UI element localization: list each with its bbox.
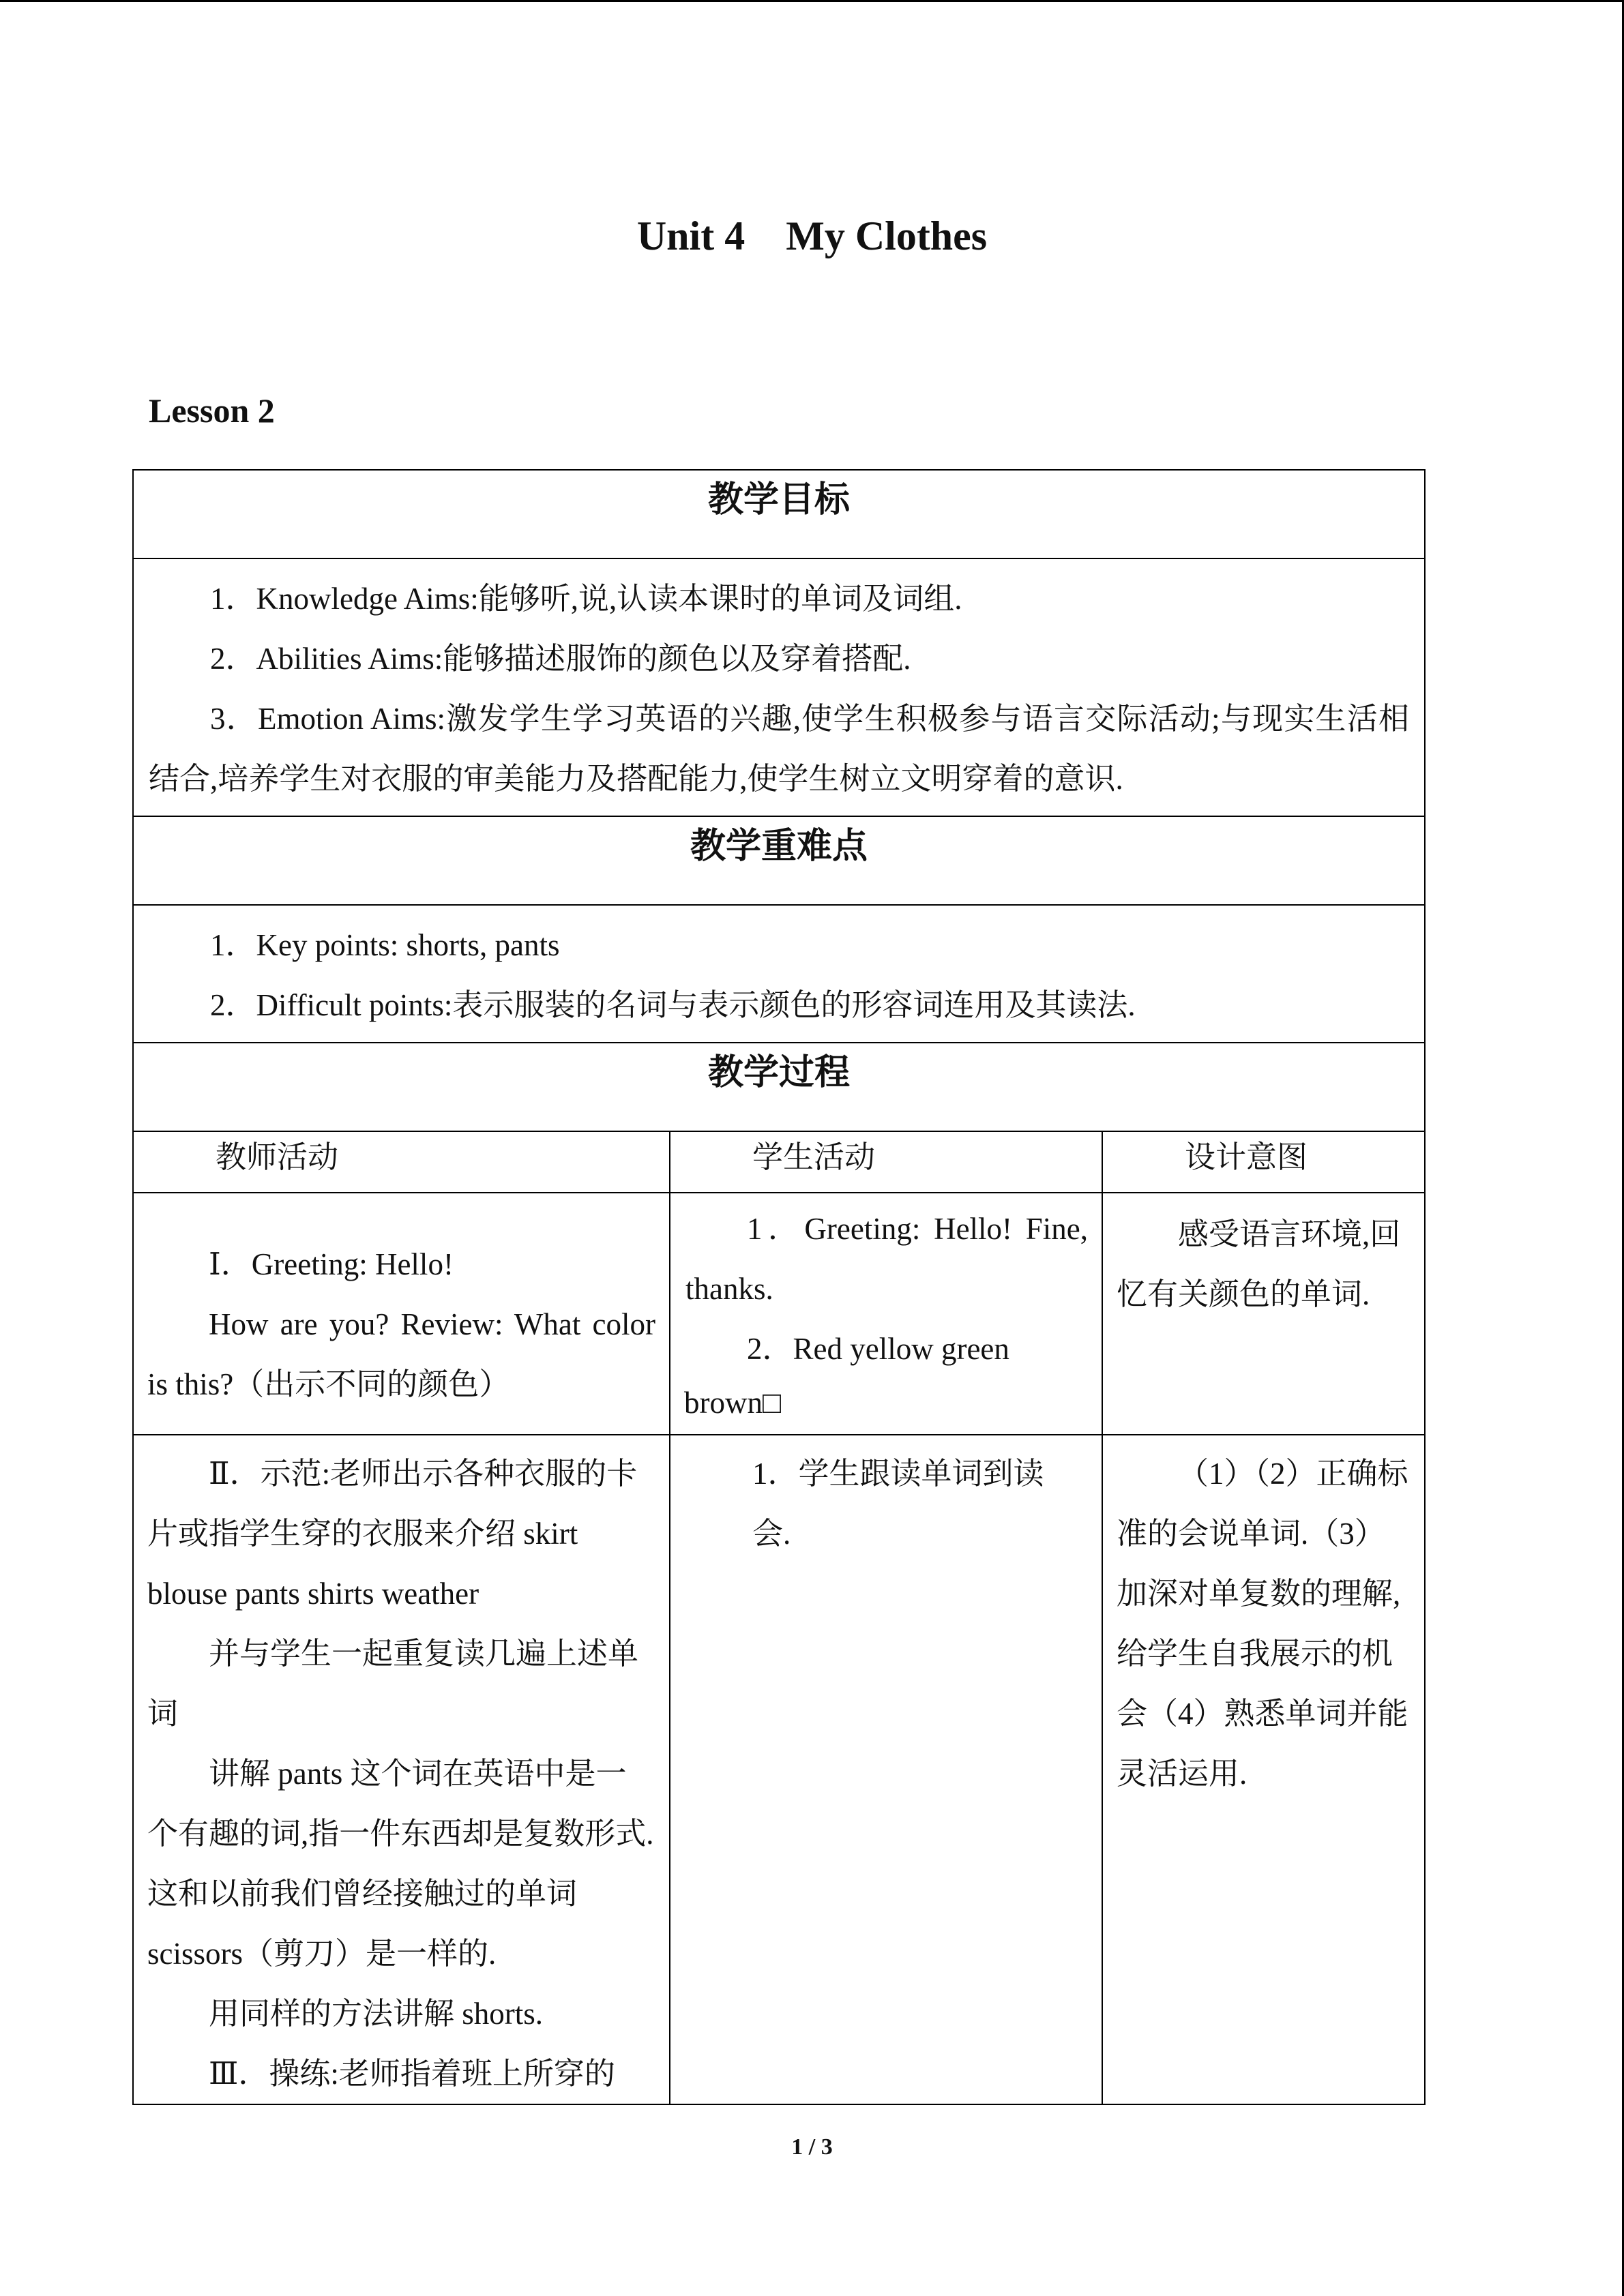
teacher-text: 并与学生一起重复读几遍上述单词 (147, 1637, 639, 1731)
teacher-cell (133, 1435, 670, 2104)
aim-item: 3．Emotion Aims:激发学生学习英语的兴趣,使学生积极参与语言交际活动;与现实生活相结合,培养学生对衣服的审美能力及搭配能力,使学生树立文明穿着的意识. (149, 702, 1410, 796)
keypoint-item: 2．Difficult points:表示服装的名词与表示颜色的形容词连用及其读法. (210, 988, 1136, 1022)
teacher-text: 讲解 pants 这个词在英语中是一个有趣的词,指一件东西却是复数形式.这和以前我们曾经接触过的单词 scissors（剪刀）是一样的. (147, 1757, 654, 1971)
process-row-greeting (133, 1193, 1425, 1435)
aims-content (133, 558, 1425, 816)
teacher-text: How are you? Review: What color is this?（出示不同的颜色） (147, 1307, 655, 1401)
lesson-heading: Lesson 2 (149, 391, 275, 430)
student-text: 1．学生跟读单词到读会. (752, 1457, 1044, 1551)
keypoint-item: 1．Key points: shorts, pants (210, 928, 560, 962)
page-title: Unit 4 My Clothes (636, 213, 988, 258)
aims-content-row (133, 558, 1425, 816)
process-header-row (133, 1043, 1425, 1131)
student-cell (670, 1193, 1102, 1435)
teacher-text: 用同样的方法讲解 shorts. (209, 1997, 544, 2031)
student-text: brown□ (684, 1386, 782, 1420)
aims-header: 教学目标 (133, 470, 1425, 558)
intent-text: （1）（2）正确标准的会说单词.（3）加深对单复数的理解,给学生自我展示的机会（4）熟悉单词并能灵活运用. (1117, 1457, 1408, 1791)
column-header-teacher: 教师活动 (133, 1131, 670, 1193)
student-cell (670, 1435, 1102, 2104)
page-number: 1 / 3 (791, 2134, 833, 2160)
intent-text: 感受语言环境,回忆有关颜色的单词. (1117, 1217, 1401, 1311)
teacher-text: Ⅱ．示范:老师出示各种衣服的卡片或指学生穿的衣服来介绍 skirt blouse pants shirts weather (147, 1457, 638, 1611)
intent-cell (1102, 1435, 1425, 2104)
process-header: 教学过程 (133, 1043, 1425, 1131)
student-text: 2．Red yellow green (747, 1332, 1009, 1366)
teacher-text: Ⅲ．操练:老师指着班上所穿的 (209, 2057, 615, 2091)
process-columns-row (133, 1131, 1425, 1193)
student-text: 1．Greeting: Hello! Fine, thanks. (685, 1212, 1088, 1306)
intent-cell (1102, 1193, 1425, 1435)
teacher-text: Ⅰ．Greeting: Hello! (209, 1247, 454, 1281)
aim-item: 1．Knowledge Aims:能够听,说,认读本课时的单词及词组. (210, 582, 962, 616)
column-header-student: 学生活动 (670, 1131, 1102, 1193)
aims-header-row (133, 470, 1425, 558)
column-header-intent: 设计意图 (1102, 1131, 1425, 1193)
keypoints-header: 教学重难点 (133, 816, 1425, 905)
aim-item: 2．Abilities Aims:能够描述服饰的颜色以及穿着搭配. (210, 642, 911, 676)
keypoints-header-row (133, 816, 1425, 905)
keypoints-content-row (133, 905, 1425, 1043)
lesson-plan-table (132, 469, 1426, 2105)
keypoints-content (133, 905, 1425, 1043)
teacher-cell (133, 1193, 670, 1435)
process-row-demonstration (133, 1435, 1425, 2104)
page-border-top (0, 0, 1624, 2)
